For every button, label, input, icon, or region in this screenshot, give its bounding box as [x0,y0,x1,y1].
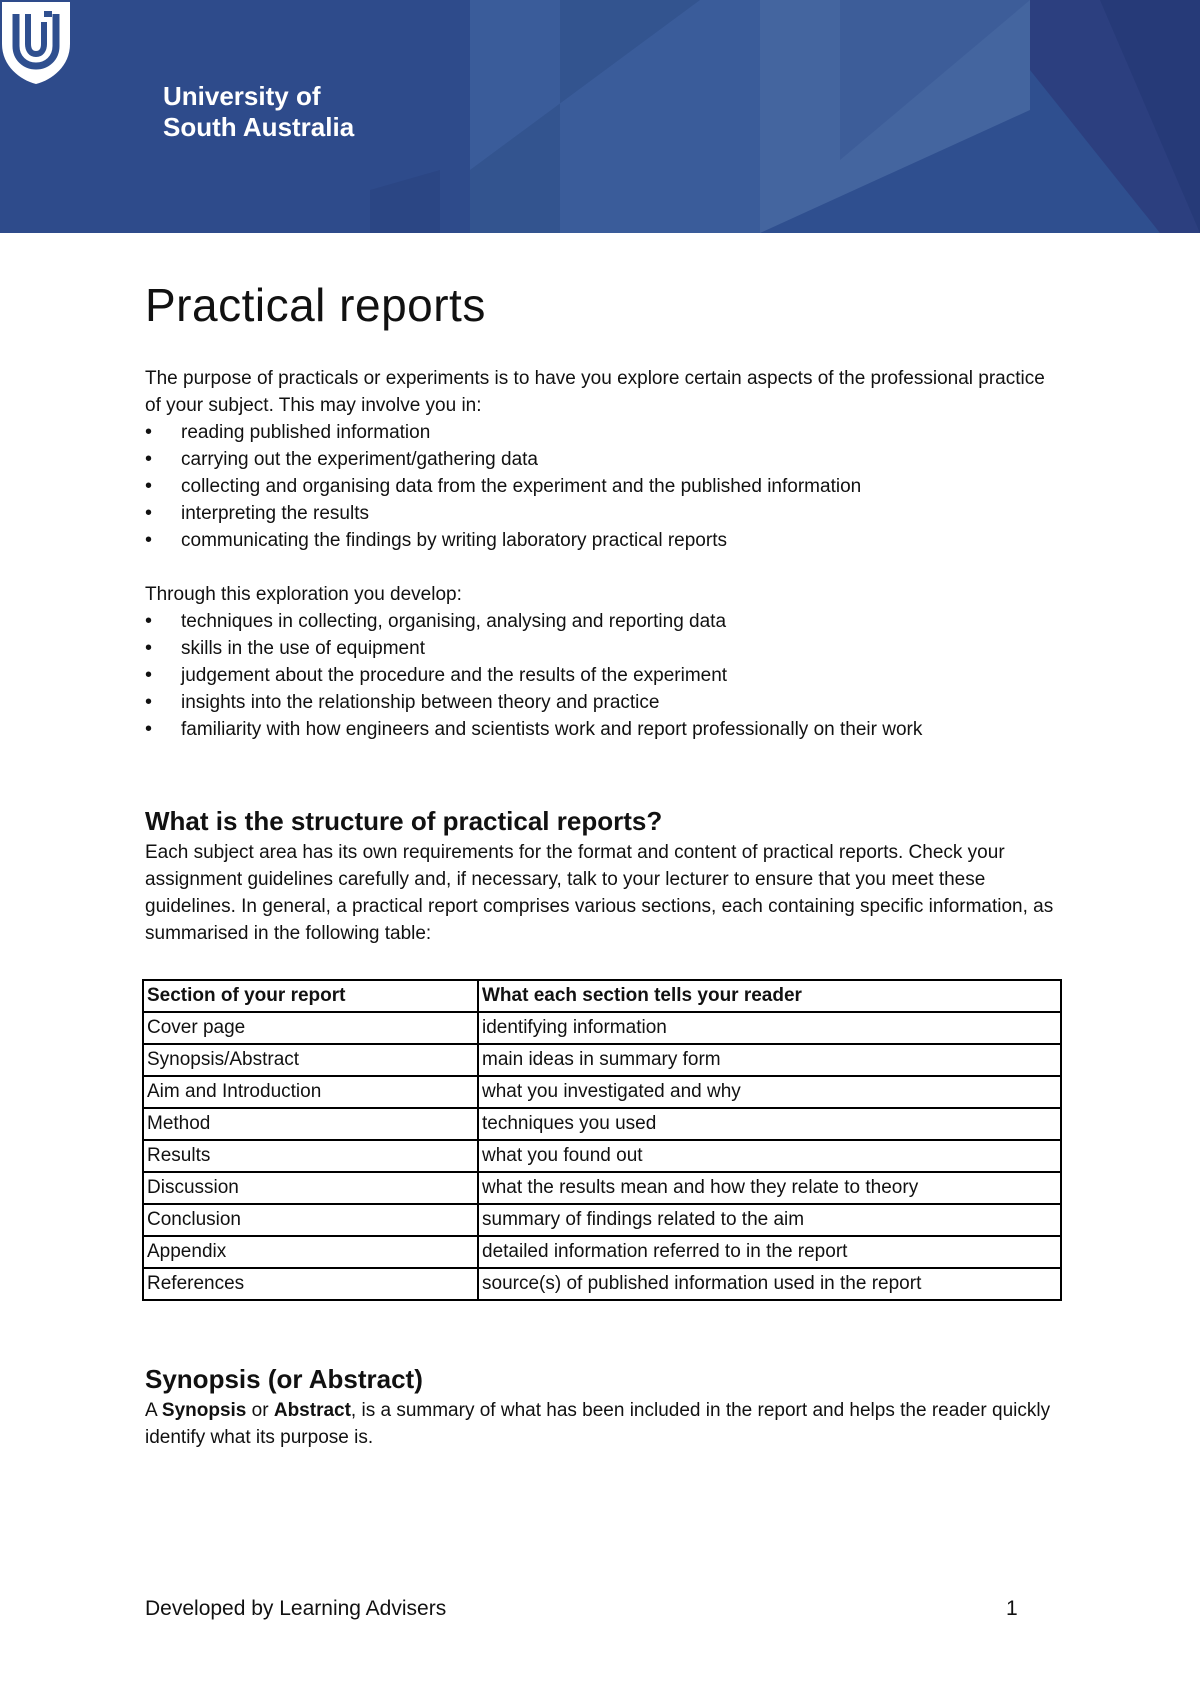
logo-line-1: University of [163,81,321,111]
list-item: • techniques in collecting, organising, analysing and reporting data [145,608,1065,635]
list-item: • judgement about the procedure and the results of the experiment [145,662,1065,689]
footer-credit: Developed by Learning Advisers [145,1597,447,1620]
synopsis-text: , is a summary of what has been included in the report and helps the reader quickly identify what its purpose is. [145,1400,1051,1448]
table-row [143,1076,1061,1108]
table-cell: Aim and Introduction [143,1076,478,1108]
table-row [143,1044,1061,1076]
synopsis-term: Synopsis [161,1400,247,1421]
table-cell: techniques you used [478,1108,1061,1140]
table-row [143,1204,1061,1236]
table-row [143,1268,1061,1300]
intro-paragraph: The purpose of practicals or experiments is to have you explore certain aspects of the professional practice of your subject. This may involve you in: [145,368,1045,416]
university-name [163,81,354,143]
table-cell: Cover page [143,1012,478,1044]
header-banner [0,0,1200,233]
list-item: • interpreting the results [145,500,1065,527]
table-row [143,1012,1061,1044]
table-cell: References [143,1268,478,1300]
table-cell: summary of findings related to the aim [478,1204,1061,1236]
table-cell: Results [143,1140,478,1172]
intro-list [145,419,1065,554]
table-row [143,1140,1061,1172]
list-item: • collecting and organising data from the experiment and the published information [145,473,1065,500]
synopsis-heading: Synopsis (or Abstract) [145,1364,423,1394]
page-title: Practical reports [145,279,486,331]
table-cell: Discussion [143,1172,478,1204]
table-row [143,1108,1061,1140]
table-cell: Method [143,1108,478,1140]
report-sections-table [142,979,1062,1301]
develop-list [145,608,1065,743]
table-cell: Synopsis/Abstract [143,1044,478,1076]
synopsis-text: A [145,1400,162,1421]
page-number: 1 [1006,1597,1018,1620]
abstract-term: Abstract [273,1400,351,1421]
document-body [145,275,1065,1451]
table-cell: what you investigated and why [478,1076,1061,1108]
table-cell: detailed information referred to in the report [478,1236,1061,1268]
table-header-cell: Section of your report [143,980,478,1012]
list-item: • communicating the findings by writing laboratory practical reports [145,527,1065,554]
table-header-row [143,980,1061,1012]
university-logo-icon [0,0,72,86]
table-row [143,1172,1061,1204]
table-cell: source(s) of published information used in the report [478,1268,1061,1300]
list-item: • carrying out the experiment/gathering data [145,446,1065,473]
list-item: • insights into the relationship between theory and practice [145,689,1065,716]
table-cell: what the results mean and how they relate to theory [478,1172,1061,1204]
logo-line-2: South Australia [163,112,355,142]
table-row [143,1236,1061,1268]
structure-heading: What is the structure of practical reports? [145,806,663,836]
synopsis-paragraph [145,1397,1065,1451]
list-item: • reading published information [145,419,1065,446]
synopsis-text: or [246,1400,274,1421]
table-cell: Conclusion [143,1204,478,1236]
list-item: • familiarity with how engineers and scientists work and report professionally on their work [145,716,1065,743]
develop-paragraph: Through this exploration you develop: [145,584,462,605]
table-cell: main ideas in summary form [478,1044,1061,1076]
table-header-cell: What each section tells your reader [478,980,1061,1012]
structure-paragraph: Each subject area has its own requirements for the format and content of practical reports. Check your assignment guidelines carefully and, if necessary, talk to your lecturer to ensure that you meet these guidelines. In general, a practical report comprises various sections, each containing specific information, as summarised in the following table: [145,842,1054,944]
table-cell: Appendix [143,1236,478,1268]
list-item: • skills in the use of equipment [145,635,1065,662]
table-cell: what you found out [478,1140,1061,1172]
table-cell: identifying information [478,1012,1061,1044]
